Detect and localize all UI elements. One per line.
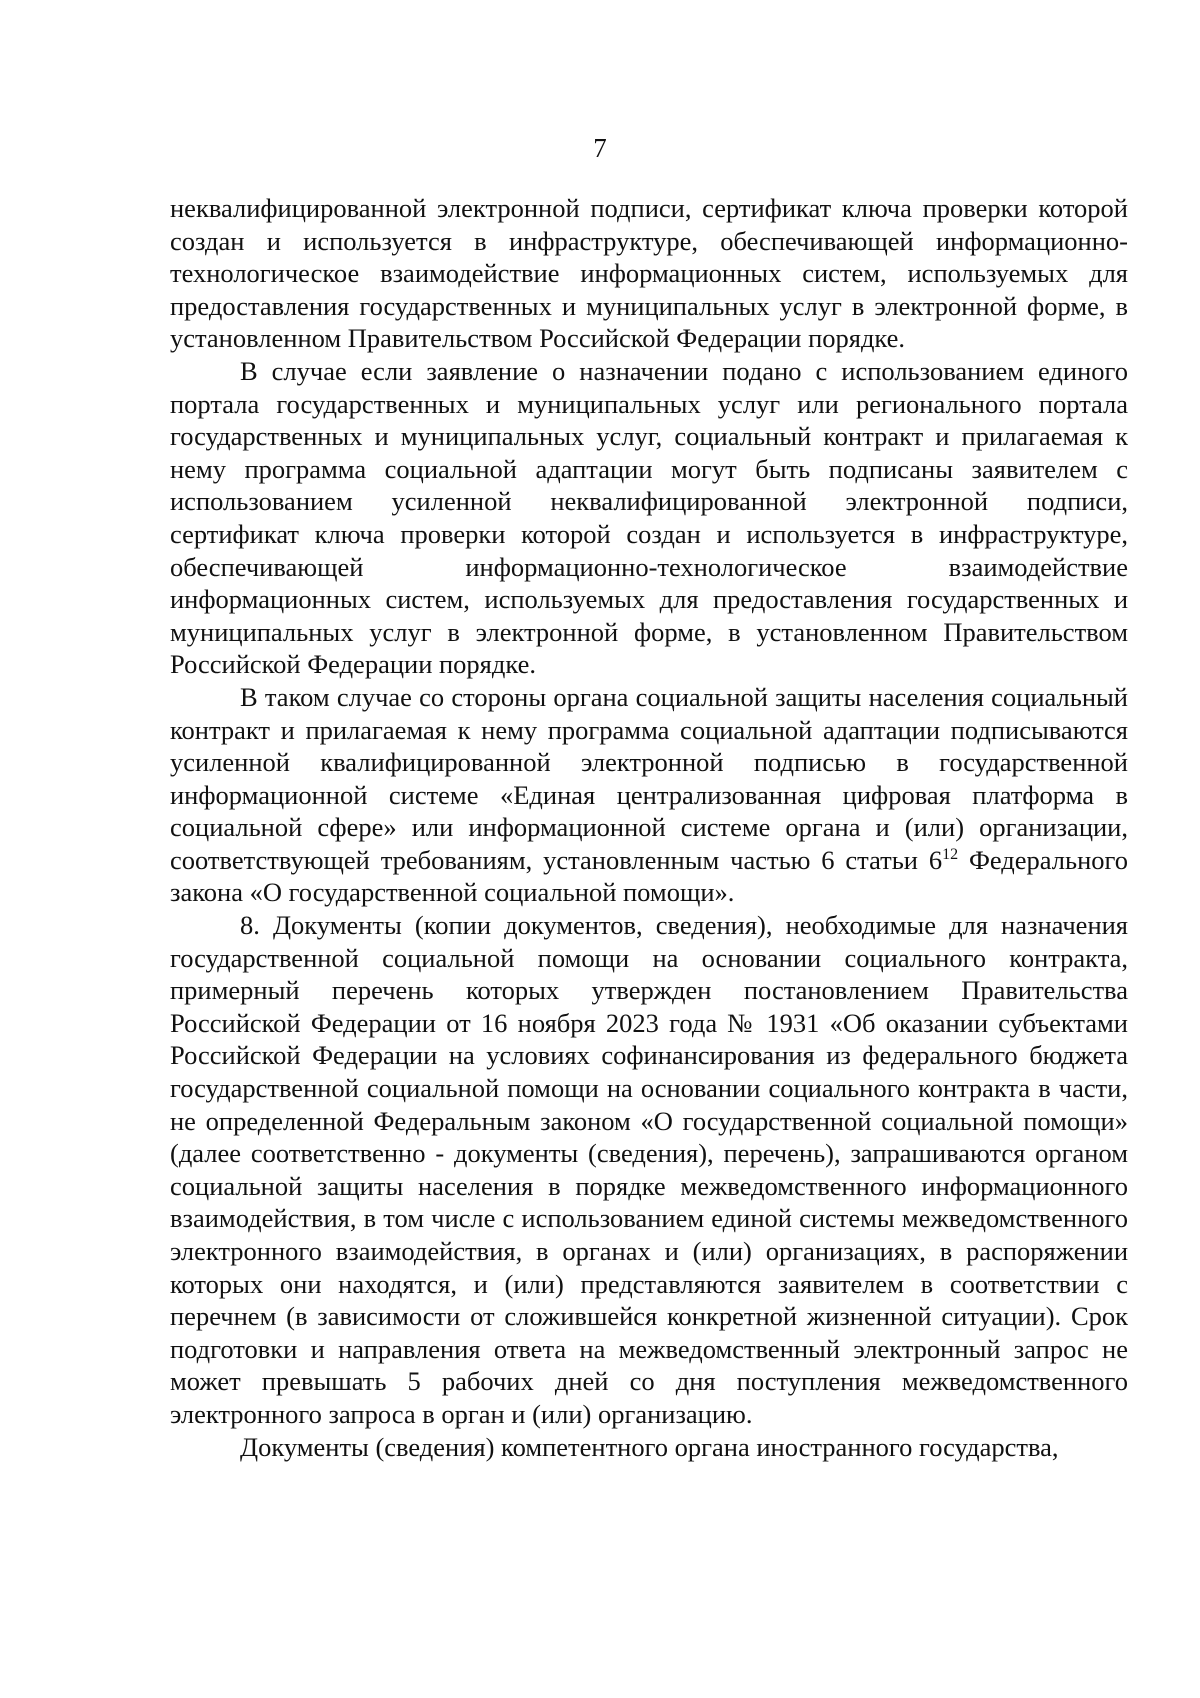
- paragraph-authority-signature-tail: Федерального закона «О государственной социальной помощи».: [170, 844, 1128, 908]
- paragraph-signature-continuation: неквалифицированной электронной подписи, сертификат ключа проверки которой создан и используется в инфраструктуре, обеспечивающей информационно-технологическое взаимодействие информационных систем, используемых для предоставления государственных и муниципальных услуг в электронной форме, в установленном Правительством Российской Федерации порядке.: [170, 193, 1128, 354]
- paragraph-authority-signature-text: В таком случае со стороны органа социальной защиты населения социальный контракт и прилагаемая к нему программа социальной адаптации подписываются усиленной квалифицированной электронной подписью в государственной информационной системе «Единая централизованная цифровая платформа в социальной сфере» или информационной системе органа и (или) организации, соответствующей требованиям, установленным частью 6 статьи 6: [170, 681, 1128, 875]
- paragraph-portal-application: В случае если заявление о назначении подано с использованием единого портала государственных и муниципальных услуг или регионального портала государственных и муниципальных услуг, социальный контракт и прилагаемая к нему программа социальной адаптации могут быть подписаны заявителем с использованием усиленной неквалифицированной электронной подписи, сертификат ключа проверки которой создан и используется в инфраструктуре, обеспечивающей информационно-технологическое взаимодействие информационных систем, используемых для предоставления государственных и муниципальных услуг в электронной форме, в установленном Правительством Российской Федерации порядке.: [170, 355, 1128, 680]
- paragraph-authority-signature: [170, 681, 1128, 909]
- paragraph-foreign-documents: Документы (сведения) компетентного органа иностранного государства,: [240, 1431, 1059, 1462]
- paragraph-item-8-documents: 8. Документы (копии документов, сведения), необходимые для назначения государственной социальной помощи на основании социального контракта, примерный перечень которых утвержден постановлением Правительства Российской Федерации от 16 ноября 2023 года № 1931 «Об оказании субъектами Российской Федерации на условиях софинансирования из федерального бюджета государственной социальной помощи на основании социального контракта в части, не определенной Федеральным законом «О государственной социальной помощи» (далее соответственно - документы (сведения), перечень), запрашиваются органом социальной защиты населения в порядке межведомственного информационного взаимодействия, в том числе с использованием единой системы межведомственного электронного взаимодействия, в органах и (или) организациях, в распоряжении которых они находятся, и (или) представляются заявителем в соответствии с перечнем (в зависимости от сложившейся конкретной жизненной ситуации). Срок подготовки и направления ответа на межведомственный электронный запрос не может превышать 5 рабочих дней со дня поступления межведомственного электронного запроса в орган и (или) организацию.: [170, 910, 1128, 1429]
- page-number: 7: [593, 133, 607, 163]
- document-body: [170, 192, 1128, 1463]
- article-superscript: 12: [942, 846, 959, 864]
